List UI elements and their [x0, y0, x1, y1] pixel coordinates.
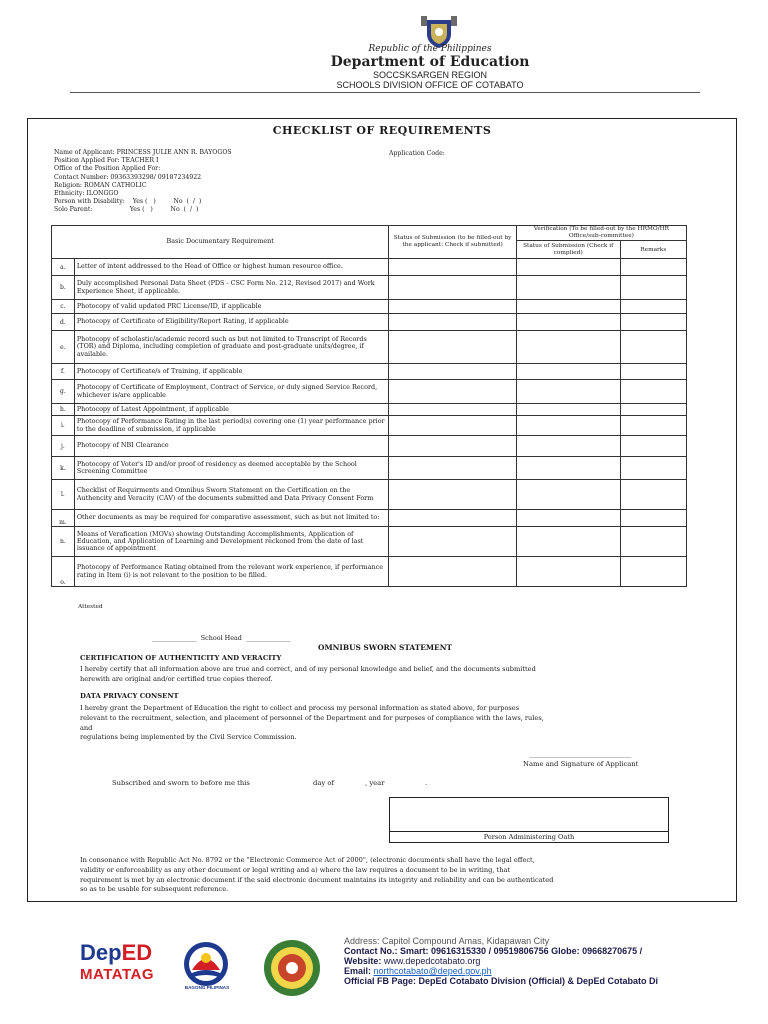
- table-row: [52, 380, 687, 404]
- remarks-cell[interactable]: [620, 557, 686, 587]
- status-cell[interactable]: [389, 259, 516, 276]
- verification-cell[interactable]: [516, 527, 620, 557]
- status-cell[interactable]: [389, 364, 516, 380]
- verification-cell[interactable]: [516, 436, 620, 457]
- remarks-cell[interactable]: [620, 527, 686, 557]
- footer-website-label: Website:: [344, 956, 384, 966]
- row-requirement: Photocopy of Performance Rating in the last period(s) covering one (1) year performance prior to the deadline of submission, if applicable: [74, 416, 389, 436]
- verification-cell[interactable]: [516, 380, 620, 404]
- row-letter: a.: [52, 259, 75, 276]
- table-row: [52, 276, 687, 300]
- row-requirement: Photocopy of Latest Appointment, if applicable: [74, 404, 389, 416]
- pwd-status: Person with Disability: Yes ( ) No ( / ): [54, 198, 202, 205]
- table-row: [52, 436, 687, 457]
- row-requirement: Photocopy of scholastic/academic record such as but not limited to Transcript of Records (TOR) and Diploma, including completion of graduate and post-graduate units/degree, if available.: [74, 331, 389, 364]
- department-name: Department of Education: [330, 54, 530, 70]
- row-requirement: Checklist of Requirments and Omnibus Sworn Statement on the Certification on the Authencity and Veracity (CAV) of the documents submitted and Data Privacy Consent Form: [74, 480, 389, 510]
- row-requirement: Photocopy of Certificate of Eligibility/Report Rating, if applicable: [74, 314, 389, 331]
- office-applied: Office of the Position Applied For:: [54, 165, 161, 172]
- form-title: CHECKLIST OF REQUIREMENTS: [272, 124, 492, 137]
- solo-parent-status: Solo Parent: Yes ( ) No ( / ): [54, 206, 199, 213]
- privacy-text-3: and: [80, 724, 93, 732]
- row-requirement: Letter of intent addressed to the Head of Office or highest human resource office.: [74, 259, 389, 276]
- remarks-cell[interactable]: [620, 259, 686, 276]
- row-letter: g.: [52, 380, 75, 404]
- row-letter: d.: [52, 314, 75, 331]
- row-requirement: Photocopy of Certificate/s of Training, if applicable: [74, 364, 389, 380]
- row-letter: f.: [52, 364, 75, 380]
- republic-line: Republic of the Philippines: [368, 44, 492, 54]
- deped-logo-dep: Dep: [80, 940, 122, 965]
- row-letter: o.: [52, 557, 75, 587]
- header-verif-status: Status of Submission (Check if complied): [516, 241, 620, 259]
- status-cell[interactable]: [389, 436, 516, 457]
- table-row: [52, 416, 687, 436]
- status-cell[interactable]: [389, 416, 516, 436]
- law-text-3: requirement is met by an electronic document if the said electronic document maintains its integrity and reliability and can be authenticated: [80, 876, 554, 884]
- table-row: [52, 527, 687, 557]
- row-letter: n.: [52, 527, 75, 557]
- school-head-line: ______________ School Head ______________: [152, 634, 291, 642]
- verification-cell[interactable]: [516, 276, 620, 300]
- status-cell[interactable]: [389, 404, 516, 416]
- sworn-text-2: day of: [313, 779, 335, 787]
- privacy-title: DATA PRIVACY CONSENT: [80, 692, 179, 700]
- signature-line: ________________________________: [529, 750, 632, 758]
- table-row: [52, 300, 687, 314]
- row-requirement: Photocopy of Performance Rating obtained from the relevant work experience, if performance rating in Item (i) is not relevant to the position to be filled.: [74, 557, 389, 587]
- contact-number: Contact Number: 09363393298/ 09187234922: [54, 174, 202, 181]
- table-row: [52, 331, 687, 364]
- status-cell[interactable]: [389, 380, 516, 404]
- status-cell[interactable]: [389, 510, 516, 527]
- footer-contact: Contact No.: Smart: 09616315330 / 09519806756 Globe: 09668270675 /: [344, 946, 643, 956]
- footer-fb-page: Official FB Page: DepEd Cotabato Division (Official) & DepEd Cotabato Di: [344, 976, 659, 986]
- verification-cell[interactable]: [516, 331, 620, 364]
- verification-cell[interactable]: [516, 457, 620, 480]
- footer-email-label: Email:: [344, 966, 374, 976]
- table-row: [52, 314, 687, 331]
- table-row: [52, 480, 687, 510]
- position-applied: Position Applied For: TEACHER I: [54, 157, 159, 164]
- sworn-text-1: Subscribed and sworn to before me this: [112, 779, 250, 787]
- office-name: SCHOOLS DIVISION OFFICE OF COTABATO: [336, 80, 524, 90]
- table-row: [52, 457, 687, 480]
- row-requirement: Means of Verafication (MOVs) showing Outstanding Accomplishments, Application of Education, and Application of Learning and Development reckoned from the date of last issuance of appointment: [74, 527, 389, 557]
- row-requirement: Photocopy of valid updated PRC License/ID, if applicable: [74, 300, 389, 314]
- law-text-2: validity or enforceability as any other document or legal writing and a) where the law requires a document to be in writing, that: [80, 866, 511, 874]
- verification-cell[interactable]: [516, 416, 620, 436]
- header-status: Status of Submission (to be filled-out by the applicant: Check if submitted): [389, 226, 516, 259]
- verification-cell[interactable]: [516, 300, 620, 314]
- table-row: [52, 364, 687, 380]
- row-letter: l.: [52, 480, 75, 510]
- row-letter: b.: [52, 276, 75, 300]
- footer-email-link[interactable]: northcotabato@deped.gov.ph: [373, 966, 492, 976]
- remarks-cell[interactable]: [620, 510, 686, 527]
- privacy-text-4: regulations being implemented by the Civil Service Commission.: [80, 733, 297, 741]
- remarks-cell[interactable]: [620, 276, 686, 300]
- row-requirement: Other documents as may be required for comparative assessment, such as but not limited to:: [74, 510, 389, 527]
- row-letter: j.: [52, 436, 75, 457]
- verification-cell[interactable]: [516, 510, 620, 527]
- header-remarks: Remarks: [620, 241, 686, 259]
- law-text-4: so as to be usable for subsequent reference.: [80, 885, 229, 893]
- requirements-table: [51, 225, 687, 587]
- oath-label: Person Administering Oath: [389, 831, 669, 843]
- verification-cell[interactable]: [516, 259, 620, 276]
- verification-cell[interactable]: [516, 314, 620, 331]
- remarks-cell[interactable]: [620, 416, 686, 436]
- status-cell[interactable]: [389, 557, 516, 587]
- row-requirement: Photocopy of Voter's ID and/or proof of residency as deemed acceptable by the School Screening Committee: [74, 457, 389, 480]
- verification-cell[interactable]: [516, 404, 620, 416]
- attested-label: Attested: [78, 604, 103, 610]
- row-requirement: Duly accomplished Personal Data Sheet (PDS - CSC Form No. 212, Revised 2017) and Work Experience Sheet, if applicable.: [74, 276, 389, 300]
- cert-title: CERTIFICATION OF AUTHENTICITY AND VERACITY: [80, 654, 282, 662]
- row-requirement: Photocopy of Certificate of Employment, Contract of Service, or duly signed Service Record, whichever is/are applicable: [74, 380, 389, 404]
- table-row: [52, 404, 687, 416]
- applicant-name: Name of Applicant: PRINCESS JULIE ANN R. BAYOGOS: [54, 149, 232, 156]
- table-row: [52, 557, 687, 587]
- row-letter: k.: [52, 457, 75, 480]
- row-letter: m.: [52, 510, 75, 527]
- deped-logo-ed: ED: [121, 940, 153, 965]
- row-letter: i.: [52, 416, 75, 436]
- religion: Religion: ROMAN CATHOLIC: [54, 182, 147, 189]
- remarks-cell[interactable]: [620, 380, 686, 404]
- law-text-1: In consonance with Republic Act No. 8792 or the "Electronic Commerce Act of 2000", (electronic documents shall have the legal effect,: [80, 856, 535, 864]
- footer-website-link[interactable]: www.depedcotabato.org: [383, 956, 481, 966]
- sworn-text-4: .: [425, 779, 428, 787]
- remarks-cell[interactable]: [620, 331, 686, 364]
- remarks-cell[interactable]: [620, 364, 686, 380]
- privacy-text-2: relevant to the recruitment, selection, and placement of personnel of the Department and for purposes of compliance with the laws, rules,: [80, 714, 544, 722]
- status-cell[interactable]: [389, 457, 516, 480]
- verification-cell[interactable]: [516, 557, 620, 587]
- status-cell[interactable]: [389, 331, 516, 364]
- header-verification: Verification (To be filled-out by the HRMO/HR Office/sub-committee): [516, 226, 686, 241]
- row-letter: e.: [52, 331, 75, 364]
- sworn-text-3: , year: [365, 779, 385, 787]
- omnibus-title: OMNIBUS SWORN STATEMENT: [318, 643, 452, 652]
- status-cell[interactable]: [389, 527, 516, 557]
- row-letter: c.: [52, 300, 75, 314]
- footer-address: Address: Capitol Compound Amas, Kidapawan City: [344, 936, 550, 946]
- header-divider: [70, 92, 700, 93]
- status-cell[interactable]: [389, 480, 516, 510]
- status-cell[interactable]: [389, 314, 516, 331]
- application-code: Application Code:: [389, 150, 445, 157]
- cert-text-2: herewith are original and/or certified true copies thereof.: [80, 675, 273, 683]
- remarks-cell[interactable]: [620, 457, 686, 480]
- status-cell[interactable]: [389, 276, 516, 300]
- header-basic: Basic Documentary Requirement: [52, 226, 389, 259]
- remarks-cell[interactable]: [620, 300, 686, 314]
- verification-cell[interactable]: [516, 480, 620, 510]
- remarks-cell[interactable]: [620, 404, 686, 416]
- signature-label: Name and Signature of Applicant: [523, 760, 639, 768]
- deped-matatag-logo: [80, 940, 168, 990]
- remarks-cell[interactable]: [620, 480, 686, 510]
- division-seal-icon: [256, 938, 328, 998]
- row-requirement: Photocopy of NBI Clearance: [74, 436, 389, 457]
- cert-text-1: I hereby certify that all information above are true and correct, and of my personal knowledge and belief, and the documents submitted: [80, 665, 536, 673]
- region-name: SOCCSKSARGEN REGION: [372, 70, 488, 80]
- status-cell[interactable]: [389, 300, 516, 314]
- table-row: [52, 259, 687, 276]
- verification-cell[interactable]: [516, 364, 620, 380]
- matatag-text: MATATAG: [80, 966, 155, 983]
- privacy-text-1: I hereby grant the Department of Education the right to collect and process my personal information as stated above, for purposes: [80, 704, 520, 712]
- row-letter: h.: [52, 404, 75, 416]
- remarks-cell[interactable]: [620, 314, 686, 331]
- table-row: [52, 510, 687, 527]
- ethnicity: Ethnicity: ILONGGO: [54, 190, 119, 197]
- remarks-cell[interactable]: [620, 436, 686, 457]
- bagong-pilipinas-text: BAGONG PILIPINAS: [184, 985, 230, 990]
